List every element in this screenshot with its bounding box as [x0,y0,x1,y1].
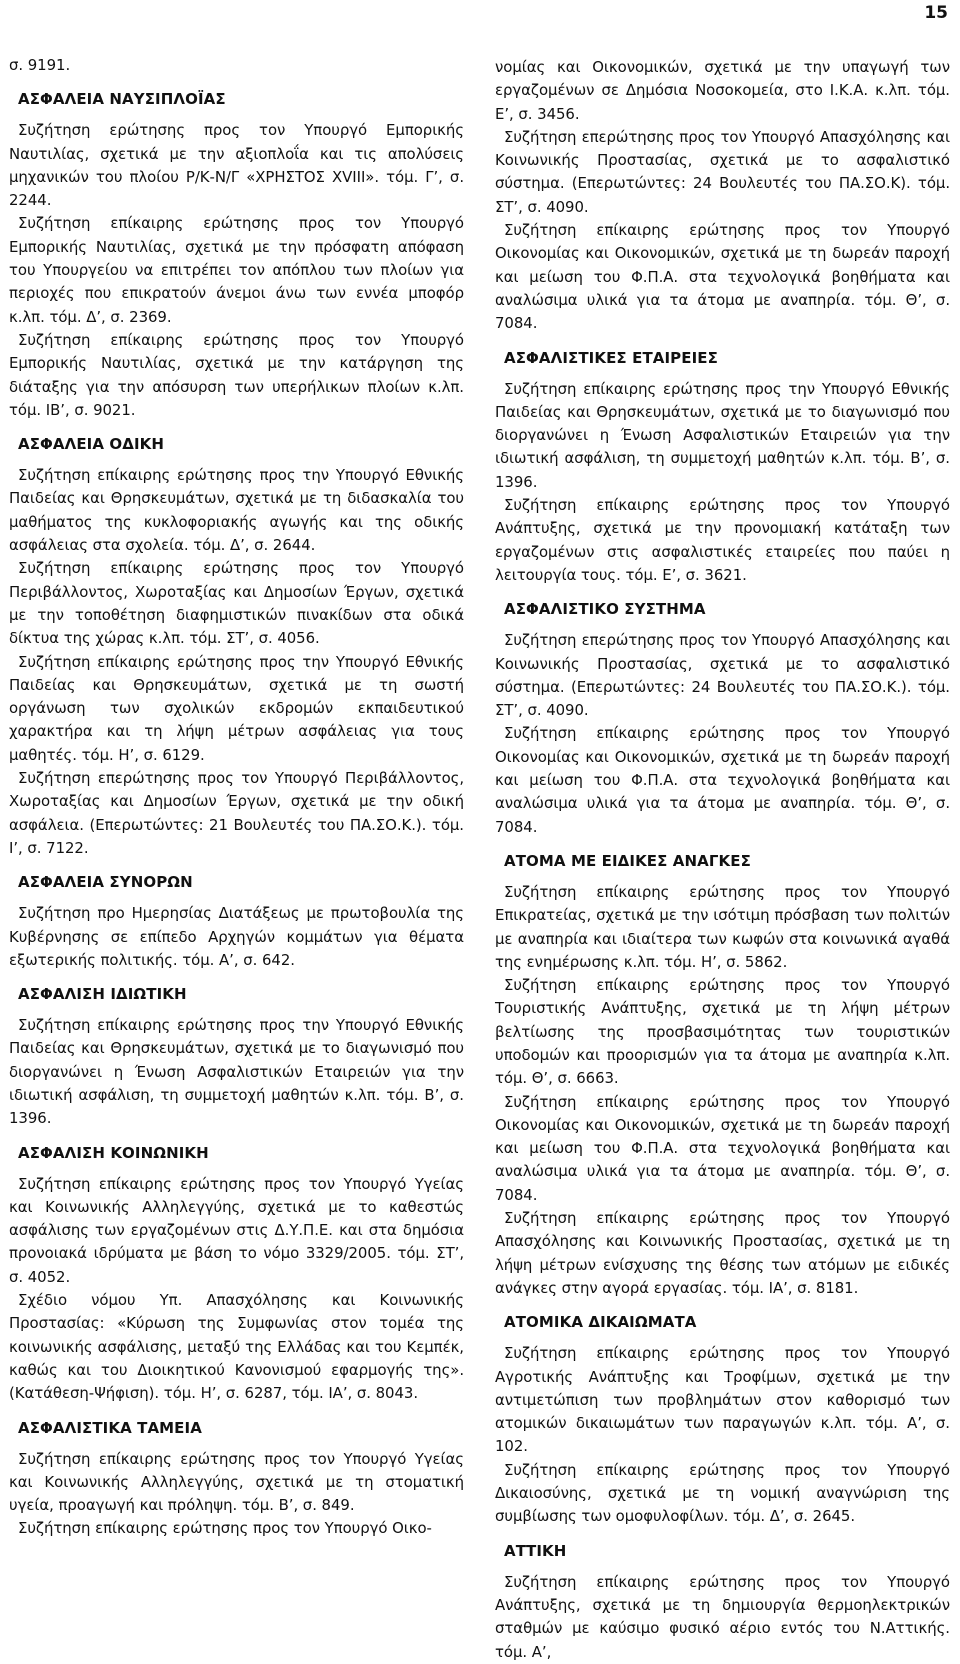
entry-paragraph: Συζήτηση επίκαιρης ερώτησης προς τον Υπουργό Οικο- [18,1519,432,1538]
left-column [9,54,464,1541]
entry-paragraph: σ. 9191. [9,56,71,74]
section-heading: ΑΣΦΑΛΙΣΗ ΚΟΙΝΩΝΙΚΗ [18,1143,209,1162]
section-heading: ΑΤΤΙΚΗ [504,1541,567,1560]
entry-paragraph: Συζήτηση επίκαιρης ερώτησης προς τον Υπουργό Υγείας και Κοινωνικής Αλληλεγγύης, σχετικά με το καθεστώς ασφάλισης των εργαζομένων στις Δ.Υ.Π.Ε. και στα δημόσια προνοιακά ιδρύματα με βάση το νόμο 3329/2005. τόμ. ΣΤ’, σ. 4052. [9,1174,464,1286]
entry-paragraph: Συζήτηση επίκαιρης ερώτησης προς τον Υπουργό Δικαιοσύνης, σχετικά με τη νομική αναγνώριση της συμβίωσης των ομοφυλοφίλων. τόμ. Δ’, σ. 2645. [495,1460,950,1526]
entry-paragraph: Συζήτηση επερώτησης προς τον Υπουργό Απασχόλησης και Κοινωνικής Προστασίας, σχετικά με το ασφαλιστικό σύστημα. (Επερωτώντες: 24 Βουλευτές του ΠΑ.ΣΟ.Κ). τόμ. ΣΤ’, σ. 4090. [495,127,950,216]
entry-paragraph: Συζήτηση επίκαιρης ερώτησης προς τον Υπουργό Ανάπτυξης, σχετικά με τη δημιουργία θερμοηλεκτρικών σταθμών με καύσιμο φυσικό αέριο εντός του Ν.Αττικής. τόμ. Α’, [495,1572,950,1661]
section-heading: ΑΤΟΜΙΚΑ ΔΙΚΑΙΩΜΑΤΑ [504,1313,697,1332]
entry-paragraph: Συζήτηση επίκαιρης ερώτησης προς τον Υπουργό Τουριστικής Ανάπτυξης, σχετικά με τη λήψη μέτρων βελτίωσης της προσβασιμότητας των τουριστικών υποδομών και προορισμών για τα άτομα με αναπηρία κ.λπ. τόμ. Θ’, σ. 6663. [495,976,950,1088]
entry-paragraph: Συζήτηση επίκαιρης ερώτησης προς τον Υπουργό Επικρατείας, σχετικά με την ισότιμη πρόσβαση των πολιτών με αναπηρία και ιδιαίτερα των κωφών στα κοινωνικά αγαθά της ενημέρωσης κ.λπ. τόμ. Η’, σ. 5862. [495,882,950,971]
entry-paragraph: Συζήτηση επίκαιρης ερώτησης προς την Υπουργό Εθνικής Παιδείας και Θρησκευμάτων, σχετικά με τη διδασκαλία του μαθήματος της κυκλοφοριακής αγωγής και της οδικής ασφάλειας στα σχολεία. τόμ. Δ’, σ. 2644. [9,466,464,555]
section-heading: ΑΤΟΜΑ ΜΕ ΕΙΔΙΚΕΣ ΑΝΑΓΚΕΣ [504,851,751,870]
entry-paragraph: Συζήτηση επίκαιρης ερώτησης προς την Υπουργό Εθνικής Παιδείας και Θρησκευμάτων, σχετικά με το διαγωνισμό που διοργανώνει η Ένωση Ασφαλιστικών Εταιρειών για την ιδιωτική ασφάλιση, τη συμμετοχή μαθητών κ.λπ. τόμ. Β’, σ. 1396. [9,1016,464,1128]
entry-paragraph: Συζήτηση επίκαιρης ερώτησης προς τον Υπουργό Ανάπτυξης, σχετικά με την προνομιακή κατάταξη των εργαζομένων στις ασφαλιστικές εταιρείες που παύει η λειτουργία τους. τόμ. Ε’, σ. 3621. [495,496,950,584]
entry-paragraph: Συζήτηση προ Ημερησίας Διατάξεως με πρωτοβουλία της Κυβέρνησης σε επίπεδο Αρχηγών κομμάτων για θέματα εξωτερικής πολιτικής. τόμ. Α’, σ. 642. [9,904,464,969]
entry-paragraph: Συζήτηση επίκαιρης ερώτησης προς τον Υπουργό Εμπορικής Ναυτιλίας, σχετικά με την κατάργηση της διάταξης για την απόσυρση των υπερήλικων πλοίων κ.λπ. τόμ. ΙΒ’, σ. 9021. [9,330,464,419]
section-heading: ΑΣΦΑΛΙΣΤΙΚΕΣ ΕΤΑΙΡΕΙΕΣ [504,348,718,367]
section-heading: ΑΣΦΑΛΙΣΤΙΚΑ ΤΑΜΕΙΑ [18,1418,202,1437]
section-heading: ΑΣΦΑΛΙΣΤΙΚΟ ΣΥΣΤΗΜΑ [504,600,706,619]
entry-paragraph: Συζήτηση ερώτησης προς τον Υπουργό Εμπορικής Ναυτιλίας, σχετικά με την αξιοπλοΐα και τις απολύσεις μηχανικών του πλοίου Ρ/Κ-Ν/Γ «ΧΡΗΣΤΟΣ XVIII». τόμ. Γ’, σ. 2244. [9,121,464,210]
entry-paragraph: Συζήτηση επερώτησης προς τον Υπουργό Περιβάλλοντος, Χωροταξίας και Δημοσίων Έργων, σχετικά με την οδική ασφάλεια. (Επερωτώντες: 21 Βουλευτές του ΠΑ.ΣΟ.Κ.). τόμ. Ι’, σ. 7122. [9,769,464,857]
section-heading: ΑΣΦΑΛΕΙΑ ΟΔΙΚΗ [18,435,165,454]
entry-paragraph: Συζήτηση επίκαιρης ερώτησης προς τον Υπουργό Οικονομίας και Οικονομικών, σχετικά με τη δωρεάν παροχή και μείωση του Φ.Π.Α. στα τεχνολογικά βοηθήματα και αναλώσιμα υλικά για τα άτομα με αναπηρία. τόμ. Θ’, σ. 7084. [495,724,950,836]
entry-paragraph: νομίας και Οικονομικών, σχετικά με την υπαγωγή των εργαζομένων σε Δημόσια Νοσοκομεία, στο Ι.Κ.Α. κ.λπ. τόμ. Ε’, σ. 3456. [495,58,950,123]
section-heading: ΑΣΦΑΛΕΙΑ ΝΑΥΣΙΠΛΟΪΑΣ [18,90,226,109]
section-heading: ΑΣΦΑΛΕΙΑ ΣΥΝΟΡΩΝ [18,873,193,892]
entry-paragraph: Συζήτηση επίκαιρης ερώτησης προς τον Υπουργό Εμπορικής Ναυτιλίας, σχετικά με την πρόσφατη απόφαση του Υπουργείου να επιτρέπει τον απόπλου των πλοίων για περιοχές που επικρατούν άνεμοι άνω των εννέα μποφόρ κ.λπ. τόμ. Δ’, σ. 2369. [9,214,464,326]
entry-paragraph: Συζήτηση επίκαιρης ερώτησης προς τον Υπουργό Περιβάλλοντος, Χωροταξίας και Δημοσίων Έργων, σχετικά με την τοποθέτηση διαφημιστικών πινακίδων στα οδικά δίκτυα της χώρας κ.λπ. τόμ. ΣΤ’, σ. 4056. [9,559,464,648]
entry-paragraph: Συζήτηση επίκαιρης ερώτησης προς τον Υπουργό Υγείας και Κοινωνικής Αλληλεγγύης, σχετικά με τη στοματική υγεία, προαγωγή και πρόληψη. τόμ. Β’, σ. 849. [9,1449,464,1515]
entry-paragraph: Συζήτηση επίκαιρης ερώτησης προς τον Υπουργό Απασχόλησης και Κοινωνικής Προστασίας, σχετικά με τη λήψη μέτρων ενίσχυσης της θέσης των ατόμων με ειδικές ανάγκες στην αγορά εργασίας. τόμ. ΙΑ’, σ. 8181. [495,1209,950,1297]
section-heading: ΑΣΦΑΛΙΣΗ ΙΔΙΩΤΙΚΗ [18,985,187,1004]
entry-paragraph: Συζήτηση επίκαιρης ερώτησης προς την Υπουργό Εθνικής Παιδείας και Θρησκευμάτων, σχετικά με τη σωστή οργάνωση των σχολικών εκδρομών εκπαιδευτικού χαρακτήρα και τη λήψη μέτρων ασφάλειας για τους μαθητές. τόμ. Η’, σ. 6129. [9,652,464,764]
page-number: 15 [924,3,948,23]
entry-paragraph: Συζήτηση επίκαιρης ερώτησης προς τον Υπουργό Οικονομίας και Οικονομικών, σχετικά με τη δωρεάν παροχή και μείωση του Φ.Π.Α. στα τεχνολογικά βοηθήματα και αναλώσιμα υλικά για τα άτομα με αναπηρία. τόμ. Θ’, σ. 7084. [495,221,950,333]
entry-paragraph: Συζήτηση επίκαιρης ερώτησης προς τον Υπουργό Οικονομίας και Οικονομικών, σχετικά με τη δωρεάν παροχή και μείωση του Φ.Π.Α. στα τεχνολογικά βοηθήματα και αναλώσιμα υλικά για τα άτομα με αναπηρία. τόμ. Θ’, σ. 7084. [495,1092,950,1204]
entry-paragraph: Συζήτηση επερώτησης προς τον Υπουργό Απασχόλησης και Κοινωνικής Προστασίας, σχετικά με το ασφαλιστικό σύστημα. (Επερωτώντες: 24 Βουλευτές του ΠΑ.ΣΟ.Κ.). τόμ. ΣΤ’, σ. 4090. [495,631,950,720]
entry-paragraph: Συζήτηση επίκαιρης ερώτησης προς την Υπουργό Εθνικής Παιδείας και Θρησκευμάτων, σχετικά με το διαγωνισμό που διοργανώνει η Ένωση Ασφαλιστικών Εταιρειών για την ιδιωτική ασφάλιση, τη συμμετοχή μαθητών κ.λπ. τόμ. Β’, σ. 1396. [495,379,950,491]
entry-paragraph: Συζήτηση επίκαιρης ερώτησης προς τον Υπουργό Αγροτικής Ανάπτυξης και Τροφίμων, σχετικά με την αντιμετώπιση των προβλημάτων στον καθορισμό των ατομικών δικαιωμάτων των παραγωγών κ.λπ. τόμ. Α’, σ. 102. [495,1344,950,1456]
entry-paragraph: Σχέδιο νόμου Υπ. Απασχόλησης και Κοινωνικής Προστασίας: «Κύρωση της Συμφωνίας στον τομέα της κοινωνικής ασφάλισης, μεταξύ της Ελλάδας και του Κεμπέκ, καθώς και του Διοικητικού Κανονισμού εφαρμογής της». (Κατάθεση-Ψήφιση). τόμ. Η’, σ. 6287, τόμ. ΙΑ’, σ. 8043. [9,1291,464,1403]
right-column [495,56,950,1664]
